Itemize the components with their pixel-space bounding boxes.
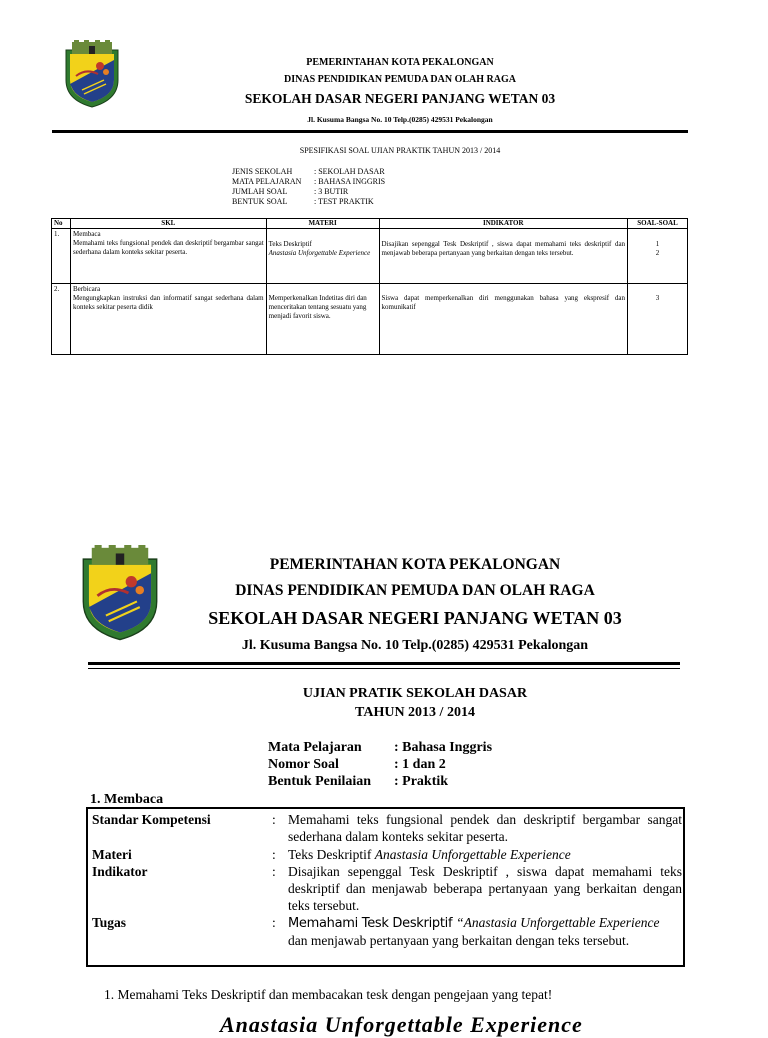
skl-heading: Membaca	[72, 230, 101, 238]
colon: :	[272, 812, 276, 827]
box-row-materi	[92, 846, 682, 863]
sk-label: Standar Kompetensi	[92, 812, 211, 827]
skl-heading: Berbicara	[72, 285, 101, 293]
exam-info-key: Nomor Soal	[268, 757, 339, 772]
tugas-label: Tugas	[92, 915, 127, 930]
soal-number: 3	[655, 294, 660, 302]
spec-info-key: MATA PELAJARAN	[232, 177, 302, 186]
materi-italic: Anastasia Unforgettable Experience	[268, 249, 371, 257]
box-row-tugas	[92, 914, 682, 949]
exam-info-value: : Bahasa Inggris	[394, 740, 493, 755]
col-header-indikator: INDIKATOR	[379, 219, 628, 229]
header-government: PEMERINTAHAN KOTA PEKALONGAN	[269, 556, 561, 573]
table-row	[52, 284, 688, 355]
soal-number: 2	[655, 249, 660, 257]
exam-year: TAHUN 2013 / 2014	[355, 705, 475, 720]
exam-info-value: : 1 dan 2	[394, 757, 446, 772]
header-government: PEMERINTAHAN KOTA PEKALONGAN	[306, 57, 494, 68]
col-header-no: No	[52, 219, 71, 229]
materi-text: Teks Deskriptif	[288, 847, 372, 862]
competency-box	[86, 807, 685, 967]
materi-text: Memperkenalkan Indetitas diri dan menceritakan tentang sesuatu yang menjadi favorit siswa.	[268, 294, 367, 320]
header-school-name: SEKOLAH DASAR NEGERI PANJANG WETAN 03	[208, 608, 622, 628]
table-row	[52, 229, 688, 284]
colon: :	[272, 915, 276, 930]
box-row-indikator	[92, 863, 682, 914]
spec-info-block	[232, 167, 385, 207]
cell-materi	[266, 284, 379, 355]
header-address: Jl. Kusuma Bangsa No. 10 Telp.(0285) 429531 Pekalongan	[307, 115, 493, 124]
reading-title-cut: Anastasia Unforgettable Experience	[220, 1012, 583, 1037]
header-divider	[52, 130, 688, 133]
cell-soal	[628, 229, 688, 284]
exam-info-value: : Praktik	[394, 774, 449, 789]
indikator-value: Disajikan sepenggal Tesk Deskriptif , siswa dapat memahami teks deskriptif dan menjawab beberapa pertanyaan yang berkaitan dengan teks tersebut.	[288, 864, 682, 913]
spec-info-key: BENTUK SOAL	[232, 197, 288, 206]
tugas-rest: dan menjawab pertanyaan yang berkaitan dengan teks tersebut.	[288, 933, 630, 948]
soal-number: 1	[655, 240, 660, 248]
spec-info-key: JENIS SEKOLAH	[232, 167, 293, 176]
indikator-label: Indikator	[92, 864, 148, 879]
exam-info-key: Mata Pelajaran	[268, 740, 362, 755]
colon: :	[272, 864, 276, 879]
exam-info-row	[268, 739, 492, 756]
tugas-value	[288, 914, 682, 949]
header-address: Jl. Kusuma Bangsa No. 10 Telp.(0285) 429531 Pekalongan	[241, 638, 589, 653]
materi-value	[288, 846, 682, 863]
spec-info-row	[232, 177, 385, 187]
city-emblem-logo	[80, 545, 160, 641]
cell-no: 2.	[52, 284, 71, 355]
exam-title: UJIAN PRATIK SEKOLAH DASAR	[302, 686, 528, 701]
spec-info-value: : 3 BUTIR	[314, 187, 349, 196]
header-divider-thin	[88, 668, 680, 669]
spec-info-value: : BAHASA INGGRIS	[314, 177, 386, 186]
cell-skl	[70, 229, 266, 284]
spec-info-row	[232, 167, 385, 177]
header-department: DINAS PENDIDIKAN PEMUDA DAN OLAH RAGA	[235, 582, 595, 599]
spec-info-value: : TEST PRAKTIK	[314, 197, 374, 206]
cell-skl	[70, 284, 266, 355]
section-title: 1. Membaca	[90, 792, 164, 807]
task-instruction: 1. Memahami Teks Deskriptif dan membacakan tesk dengan pengejaan yang tepat!	[104, 987, 553, 1002]
spec-info-row	[232, 187, 385, 197]
materi-text: Teks Deskriptif	[268, 240, 312, 248]
exam-info-row	[268, 756, 492, 773]
materi-italic: Anastasia Unforgettable Experience	[374, 847, 571, 862]
header-divider	[88, 662, 680, 665]
cell-indikator: Siswa dapat memperkenalkan diri menggunakan bahasa yang ekspresif dan komunikatif	[379, 284, 628, 355]
exam-info-block	[268, 739, 492, 790]
spec-info-row	[232, 197, 385, 207]
tugas-handwritten: Memahami Tesk Deskriptif	[288, 916, 457, 931]
col-header-soal: SOAL-SOAL	[628, 219, 688, 229]
skl-text: Memahami teks fungsional pendek dan deskriptif bergambar sangat sederhana dalam konteks sekitar peserta.	[72, 239, 264, 256]
spec-table-header	[52, 219, 688, 229]
header-school-name: SEKOLAH DASAR NEGERI PANJANG WETAN 03	[244, 91, 556, 106]
cell-soal	[628, 284, 688, 355]
city-emblem-logo	[64, 40, 120, 108]
col-header-skl: SKL	[70, 219, 266, 229]
cell-materi	[266, 229, 379, 284]
header-department: DINAS PENDIDIKAN PEMUDA DAN OLAH RAGA	[284, 74, 516, 85]
colon: :	[272, 847, 276, 862]
tugas-italic: “Anastasia Unforgettable Experience	[456, 915, 660, 930]
spec-info-value: : SEKOLAH DASAR	[314, 167, 385, 176]
box-row-sk	[92, 811, 682, 845]
sk-value: Memahami teks fungsional pendek dan deskriptif bergambar sangat sederhana dalam konteks sekitar peserta.	[288, 812, 682, 844]
cell-indikator: Disajikan sepenggal Tesk Deskriptif , siswa dapat memahami teks deskriptif dan menjawab beberapa pertanyaan yang berkaitan dengan teks tersebut.	[379, 229, 628, 284]
spec-table	[51, 218, 688, 355]
skl-text: Mengungkapkan instruksi dan informatif sangat sederhana dalam konteks sekitar peserta didik	[72, 294, 264, 311]
exam-info-key: Bentuk Penilaian	[268, 774, 372, 789]
cell-no: 1.	[52, 229, 71, 284]
materi-label: Materi	[92, 847, 132, 862]
exam-info-row	[268, 773, 492, 790]
spec-title: SPESIFIKASI SOAL UJIAN PRAKTIK TAHUN 2013 / 2014	[299, 146, 501, 155]
spec-info-key: JUMLAH SOAL	[232, 187, 288, 196]
col-header-materi: MATERI	[266, 219, 379, 229]
